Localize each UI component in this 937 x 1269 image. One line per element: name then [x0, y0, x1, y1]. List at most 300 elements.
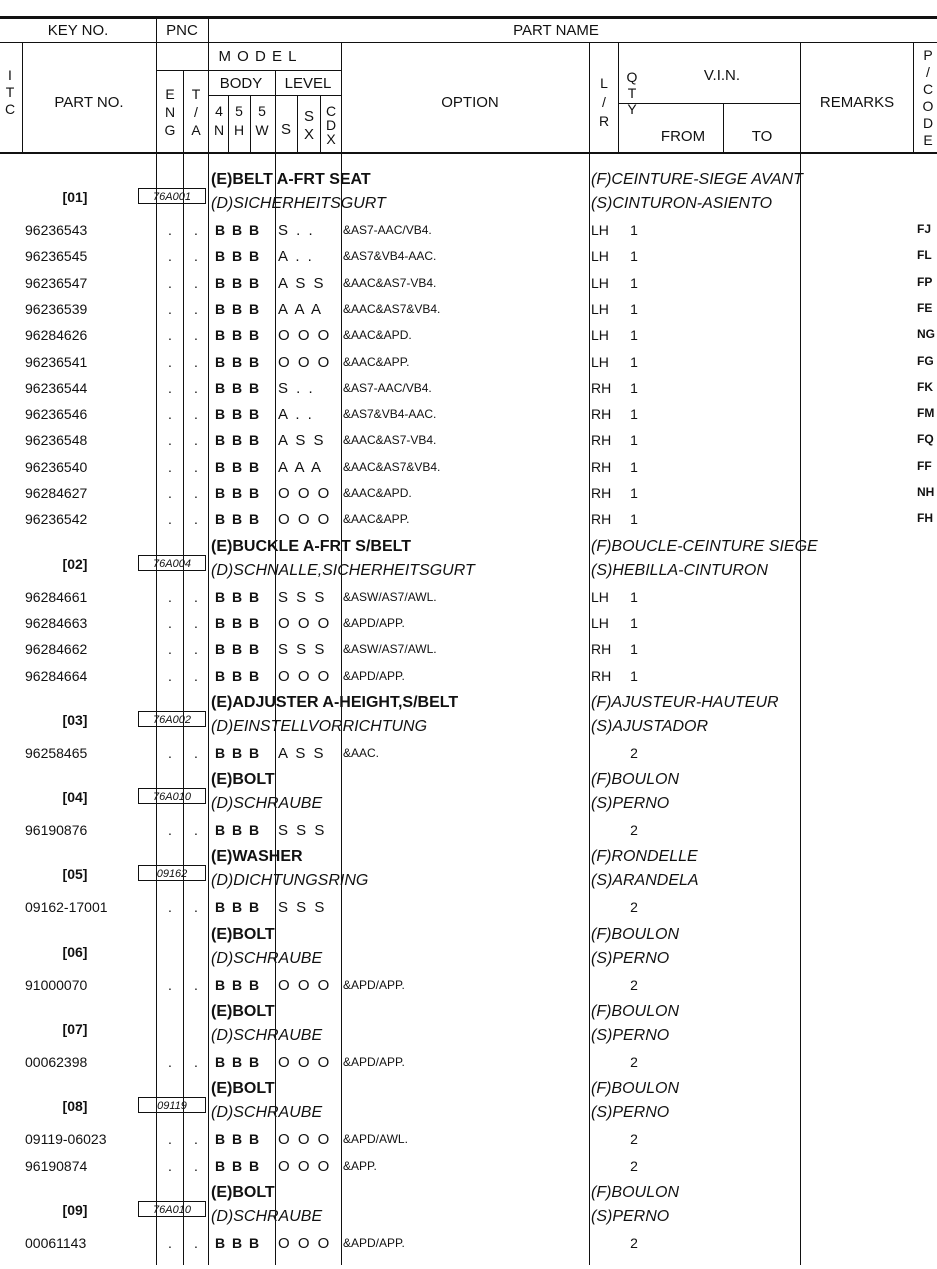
body-value: B B B — [215, 406, 261, 423]
qty-value: 2 — [630, 1054, 638, 1070]
qty-value: 1 — [630, 511, 638, 528]
part-name-english: (E)BELT A-FRT SEAT — [211, 171, 371, 188]
pnc-box: 76A001 — [138, 188, 206, 204]
part-name-german: (D)SICHERHEITSGURT — [211, 195, 386, 212]
option-value: &AS7-AAC/VB4. — [343, 380, 432, 395]
qty-value: 1 — [630, 458, 638, 475]
body-value: B B B — [215, 822, 261, 839]
ta-value: . — [194, 899, 198, 916]
eng-header-char: N — [164, 104, 176, 120]
qty-value: 1 — [630, 300, 638, 317]
pcode-value: FM — [917, 406, 935, 421]
column-line — [341, 42, 342, 1265]
pnc-box: 09162 — [138, 865, 206, 881]
eng-value: . — [168, 614, 172, 631]
qty-value: 2 — [630, 976, 638, 993]
part-name-spanish: (S)PERNO — [591, 1104, 670, 1122]
part-number: 96236548 — [25, 432, 88, 449]
qty-value: 1 — [630, 327, 638, 344]
level-value: O O O — [278, 327, 332, 345]
ta-value: . — [194, 822, 198, 839]
ta-value: . — [194, 588, 198, 605]
level-value: S S S — [278, 641, 327, 659]
part-name-french: (F)AJUSTEUR-HAUTEUR — [591, 693, 779, 711]
level-cdx-char: X — [326, 131, 336, 147]
part-number: 09119-06023 — [25, 1131, 107, 1148]
part-name-english: (E)ADJUSTER A-HEIGHT,S/BELT — [211, 693, 459, 711]
part-name-german: (D)SCHRAUBE — [211, 1027, 323, 1044]
eng-value: . — [168, 300, 172, 317]
eng-value: . — [168, 1131, 172, 1148]
ta-value: . — [194, 406, 198, 423]
key-number: [09] — [62, 1201, 88, 1218]
pnc-box: 76A010 — [138, 1201, 206, 1217]
pcode-value: FH — [917, 511, 933, 526]
column-line — [250, 95, 251, 152]
pcode-value: FF — [917, 458, 932, 473]
eng-value: . — [168, 485, 172, 501]
key-number: [01] — [62, 189, 88, 205]
part-name-french: (F)BOUCLE-CEINTURE SIEGE — [591, 537, 818, 555]
ta-value: . — [194, 248, 198, 265]
option-value: &AAC. — [343, 745, 380, 760]
part-number: 96236541 — [25, 353, 88, 370]
body-value: B B B — [215, 274, 261, 291]
level-value: O O O — [278, 1157, 332, 1175]
body-value: B B B — [215, 458, 261, 475]
lr-value: RH — [591, 406, 612, 423]
ta-header-char: T — [191, 86, 201, 102]
qty-value: 2 — [630, 744, 638, 761]
part-name-german: (D)SCHRAUBE — [211, 795, 323, 813]
part-name-german: (D)DICHTUNGSRING — [211, 872, 369, 890]
key-number: [07] — [62, 1021, 88, 1037]
ta-value: . — [194, 614, 198, 631]
lr-value: RH — [591, 667, 612, 684]
lr-value: LH — [591, 248, 609, 265]
part-number: 96236539 — [25, 300, 88, 317]
part-name-header: PART NAME — [513, 22, 599, 39]
ta-value: . — [194, 353, 198, 370]
column-line — [589, 42, 590, 1265]
pcode-value: FG — [917, 353, 934, 368]
level-value: O O O — [278, 667, 332, 685]
part-name-english: (E)BOLT — [211, 1080, 275, 1098]
pcode-value: FJ — [917, 222, 932, 236]
option-value: &AAC&AS7&VB4. — [343, 301, 441, 316]
vin-to-header: TO — [751, 128, 773, 145]
level-value: O O O — [278, 1054, 332, 1071]
part-number: 09162-17001 — [25, 899, 108, 916]
rule-line — [0, 16, 937, 19]
option-value: &ASW/AS7/AWL. — [343, 589, 437, 604]
level-value: A . . — [278, 248, 314, 266]
part-number: 00062398 — [25, 1054, 88, 1070]
eng-value: . — [168, 379, 172, 396]
qty-value: 1 — [630, 588, 638, 605]
part-name-french: (F)BOULON — [591, 1080, 679, 1098]
part-name-spanish: (S)PERNO — [591, 795, 670, 813]
option-value: &ASW/AS7/AWL. — [343, 642, 437, 657]
body-value: B B B — [215, 353, 261, 370]
body-col-top: 5 — [258, 103, 266, 119]
lr-header-char: L — [600, 75, 608, 91]
part-name-spanish: (S)AJUSTADOR — [591, 717, 709, 735]
pcode-header-char: C — [922, 81, 934, 97]
ta-value: . — [194, 976, 198, 993]
pcode-value: FL — [917, 248, 932, 263]
level-value: A . . — [278, 406, 314, 424]
option-value: &APD/APP. — [343, 1055, 405, 1069]
remarks-header: REMARKS — [819, 94, 895, 111]
body-value: B B B — [215, 588, 261, 605]
option-value: &APD/APP. — [343, 668, 405, 683]
body-value: B B B — [215, 222, 261, 238]
column-line — [208, 16, 209, 1265]
ta-value: . — [194, 458, 198, 475]
part-number: 96236543 — [25, 222, 88, 238]
eng-value: . — [168, 1234, 172, 1251]
ta-value: . — [194, 327, 198, 344]
part-name-german: (D)SCHRAUBE — [211, 1104, 323, 1122]
eng-header-char: E — [165, 86, 175, 102]
column-line — [297, 95, 298, 152]
qty-value: 1 — [630, 641, 638, 658]
level-value: S . . — [278, 379, 315, 397]
body-value: B B B — [215, 1157, 261, 1174]
key-number: [03] — [62, 711, 88, 728]
level-value: A A A — [278, 458, 324, 476]
qty-value: 2 — [630, 1234, 638, 1251]
pcode-value: FP — [917, 274, 933, 289]
lr-value: RH — [591, 458, 612, 475]
qty-value: 1 — [630, 274, 638, 291]
itc-header-char: C — [4, 101, 16, 117]
eng-value: . — [168, 248, 172, 265]
ta-value: . — [194, 641, 198, 658]
part-name-french: (F)BOULON — [591, 925, 679, 943]
eng-value: . — [168, 511, 172, 528]
body-col-top: 4 — [215, 103, 223, 119]
pcode-header-char: E — [923, 132, 933, 148]
body-value: B B B — [215, 327, 261, 344]
pcode-value: FK — [917, 379, 933, 394]
qty-value: 2 — [630, 1157, 638, 1174]
level-value: A S S — [278, 744, 326, 762]
part-number: 91000070 — [25, 976, 88, 993]
level-value: A S S — [278, 274, 326, 292]
qty-header-char: Y — [627, 101, 637, 117]
level-value: O O O — [278, 1234, 332, 1252]
vin-from-header: FROM — [660, 128, 706, 145]
option-header: OPTION — [441, 94, 499, 111]
body-col-bottom: W — [255, 122, 269, 138]
eng-value: . — [168, 406, 172, 423]
qty-value: 2 — [630, 822, 638, 839]
part-name-english: (E)BOLT — [211, 1003, 275, 1020]
body-col-bottom: N — [213, 122, 225, 138]
ta-value: . — [194, 511, 198, 528]
body-value: B B B — [215, 744, 261, 761]
pcode-header-char: / — [926, 64, 930, 80]
column-line — [618, 42, 619, 152]
body-col-bottom: H — [233, 122, 245, 138]
qty-value: 1 — [630, 248, 638, 265]
eng-value: . — [168, 222, 172, 238]
eng-value: . — [168, 667, 172, 684]
lr-value: LH — [591, 614, 609, 631]
qty-value: 2 — [630, 1131, 638, 1148]
part-number: 96284663 — [25, 614, 88, 631]
ta-value: . — [194, 485, 198, 501]
qty-value: 1 — [630, 353, 638, 370]
pnc-box: 76A010 — [138, 788, 206, 804]
option-value: &AAC&APP. — [343, 512, 410, 527]
eng-value: . — [168, 1054, 172, 1070]
part-name-german: (D)SCHRAUBE — [211, 949, 323, 967]
level-cdx-char: D — [325, 117, 337, 133]
level-value: O O O — [278, 976, 332, 994]
option-value: &APD/APP. — [343, 615, 405, 630]
qty-value: 1 — [630, 667, 638, 684]
column-line — [800, 42, 801, 1265]
level-value: O O O — [278, 614, 332, 632]
body-value: B B B — [215, 379, 261, 396]
ta-value: . — [194, 1157, 198, 1174]
qty-value: 1 — [630, 406, 638, 423]
part-name-spanish: (S)PERNO — [591, 949, 670, 967]
model-header: M O D E L — [218, 48, 298, 65]
body-value: B B B — [215, 641, 261, 658]
column-line — [228, 95, 229, 152]
part-number: 96258465 — [25, 744, 88, 761]
key-number: [04] — [62, 789, 88, 806]
lr-value: LH — [591, 274, 609, 291]
part-number: 96236540 — [25, 458, 88, 475]
part-number: 96284661 — [25, 588, 88, 605]
level-value: S . . — [278, 222, 315, 239]
eng-header-char: G — [164, 122, 176, 138]
part-name-english: (E)WASHER — [211, 848, 303, 866]
body-value: B B B — [215, 248, 261, 265]
option-value: &APD/APP. — [343, 1235, 405, 1250]
lr-value: LH — [591, 588, 609, 605]
pnc-box: 09119 — [138, 1097, 206, 1113]
ta-value: . — [194, 1131, 198, 1148]
ta-value: . — [194, 744, 198, 761]
level-value: O O O — [278, 485, 332, 502]
ta-value: . — [194, 1054, 198, 1070]
qty-value: 1 — [630, 485, 638, 501]
body-value: B B B — [215, 1234, 261, 1251]
option-value: &APD/APP. — [343, 977, 405, 992]
part-number: 96236547 — [25, 274, 88, 291]
part-name-french: (F)RONDELLE — [591, 848, 698, 866]
lr-value: LH — [591, 222, 609, 238]
part-number: 96236542 — [25, 511, 88, 528]
body-value: B B B — [215, 300, 261, 317]
level-value: A A A — [278, 300, 324, 318]
part-number: 96236545 — [25, 248, 88, 265]
pcode-value: NH — [917, 485, 935, 499]
eng-value: . — [168, 432, 172, 449]
ta-value: . — [194, 300, 198, 317]
pcode-header-char: D — [922, 115, 934, 131]
eng-value: . — [168, 274, 172, 291]
vin-header: V.I.N. — [703, 67, 741, 84]
part-number: 96284662 — [25, 641, 88, 658]
ta-value: . — [194, 379, 198, 396]
ta-header-char: A — [191, 122, 201, 138]
part-number: 96190874 — [25, 1157, 88, 1174]
part-name-spanish: (S)PERNO — [591, 1027, 670, 1044]
part-no-header: PART NO. — [54, 94, 124, 111]
qty-value: 1 — [630, 432, 638, 449]
part-name-german: (D)SCHRAUBE — [211, 1207, 323, 1225]
body-value: B B B — [215, 1054, 261, 1070]
lr-value: RH — [591, 641, 612, 658]
column-line — [22, 42, 23, 152]
level-sx-bottom: X — [303, 126, 314, 143]
body-header: BODY — [219, 75, 263, 92]
level-header: LEVEL — [284, 75, 332, 92]
eng-value: . — [168, 899, 172, 916]
option-value: &AAC&APD. — [343, 486, 412, 500]
body-value: B B B — [215, 1131, 261, 1148]
body-value: B B B — [215, 899, 261, 916]
part-number: 00061143 — [25, 1234, 87, 1251]
part-number: 96236546 — [25, 406, 88, 423]
part-name-english: (E)BOLT — [211, 771, 275, 789]
pcode-value: FQ — [917, 432, 934, 447]
option-value: &AAC&AS7-VB4. — [343, 275, 437, 290]
lr-header-char: / — [602, 94, 606, 110]
part-name-spanish: (S)ARANDELA — [591, 872, 699, 890]
body-value: B B B — [215, 667, 261, 684]
part-number: 96284664 — [25, 667, 88, 684]
part-name-english: (E)BOLT — [211, 1183, 275, 1201]
body-value: B B B — [215, 485, 261, 501]
part-name-spanish: (S)PERNO — [591, 1207, 670, 1225]
body-value: B B B — [215, 976, 261, 993]
lr-header-char: R — [598, 113, 610, 129]
lr-value: LH — [591, 353, 609, 370]
option-value: &AAC&APP. — [343, 354, 410, 369]
qty-header-char: Q — [626, 69, 638, 85]
eng-value: . — [168, 1157, 172, 1174]
option-value: &AS7&VB4-AAC. — [343, 249, 437, 264]
qty-value: 1 — [630, 222, 638, 238]
part-number: 96284626 — [25, 327, 88, 344]
itc-header-char: I — [8, 67, 12, 83]
part-number: 96190876 — [25, 822, 88, 839]
lr-value: LH — [591, 300, 609, 317]
part-name-spanish: (S)CINTURON-ASIENTO — [591, 195, 773, 212]
part-name-french: (F)BOULON — [591, 1183, 679, 1201]
part-name-french: (F)BOULON — [591, 1003, 679, 1020]
eng-value: . — [168, 588, 172, 605]
pcode-header-char: P — [923, 47, 933, 63]
part-number: 96284627 — [25, 485, 88, 501]
key-number: [06] — [62, 943, 88, 960]
part-name-english: (E)BOLT — [211, 925, 275, 943]
rule-line — [618, 103, 800, 104]
level-sx-top: S — [303, 108, 314, 125]
level-value: S S S — [278, 822, 327, 840]
option-value: &AAC&AS7&VB4. — [343, 459, 441, 474]
lr-value: LH — [591, 327, 609, 344]
option-value: &APP. — [343, 1158, 377, 1173]
level-value: S S S — [278, 588, 327, 606]
key-no-header: KEY NO. — [47, 22, 109, 39]
itc-header-char: T — [5, 84, 15, 100]
option-value: &AS7-AAC/VB4. — [343, 223, 432, 237]
eng-value: . — [168, 327, 172, 344]
option-value: &AAC&AS7-VB4. — [343, 433, 437, 448]
key-number: [05] — [62, 866, 88, 883]
rule-line — [0, 42, 937, 43]
part-name-spanish: (S)HEBILLA-CINTURON — [591, 561, 768, 579]
lr-value: RH — [591, 485, 612, 501]
pcode-value: NG — [917, 327, 935, 342]
eng-value: . — [168, 353, 172, 370]
key-number: [02] — [62, 555, 88, 572]
level-value: S S S — [278, 899, 327, 917]
ta-value: . — [194, 1234, 198, 1251]
option-value: &APD/AWL. — [343, 1132, 408, 1147]
level-value: O O O — [278, 511, 332, 529]
ta-value: . — [194, 432, 198, 449]
body-value: B B B — [215, 511, 261, 528]
pnc-box: 76A004 — [138, 555, 206, 571]
qty-header-char: T — [627, 85, 637, 101]
eng-value: . — [168, 458, 172, 475]
body-value: B B B — [215, 432, 261, 449]
key-number: [08] — [62, 1098, 88, 1115]
part-name-french: (F)BOULON — [591, 771, 679, 789]
ta-value: . — [194, 274, 198, 291]
level-s-header: S — [280, 121, 291, 138]
lr-value: RH — [591, 511, 612, 528]
qty-value: 2 — [630, 899, 638, 916]
pnc-box: 76A002 — [138, 711, 206, 727]
option-value: &AAC&APD. — [343, 328, 412, 343]
ta-value: . — [194, 222, 198, 238]
pcode-value: FE — [917, 300, 933, 315]
qty-value: 1 — [630, 614, 638, 631]
eng-value: . — [168, 641, 172, 658]
part-number: 96236544 — [25, 379, 88, 396]
part-name-german: (D)EINSTELLVORRICHTUNG — [211, 717, 428, 735]
lr-value: RH — [591, 379, 612, 396]
rule-line — [0, 152, 937, 154]
ta-header-char: / — [194, 104, 198, 120]
part-name-english: (E)BUCKLE A-FRT S/BELT — [211, 537, 411, 555]
eng-value: . — [168, 822, 172, 839]
column-line — [723, 103, 724, 152]
body-value: B B B — [215, 614, 261, 631]
pnc-header: PNC — [166, 22, 198, 39]
qty-value: 1 — [630, 379, 638, 396]
column-line — [913, 42, 914, 152]
pcode-header-char: O — [922, 98, 934, 114]
ta-value: . — [194, 667, 198, 684]
level-value: O O O — [278, 353, 332, 371]
part-name-french: (F)CEINTURE-SIEGE AVANT — [591, 171, 803, 188]
level-value: O O O — [278, 1131, 332, 1149]
lr-value: RH — [591, 432, 612, 449]
column-line — [183, 70, 184, 1265]
